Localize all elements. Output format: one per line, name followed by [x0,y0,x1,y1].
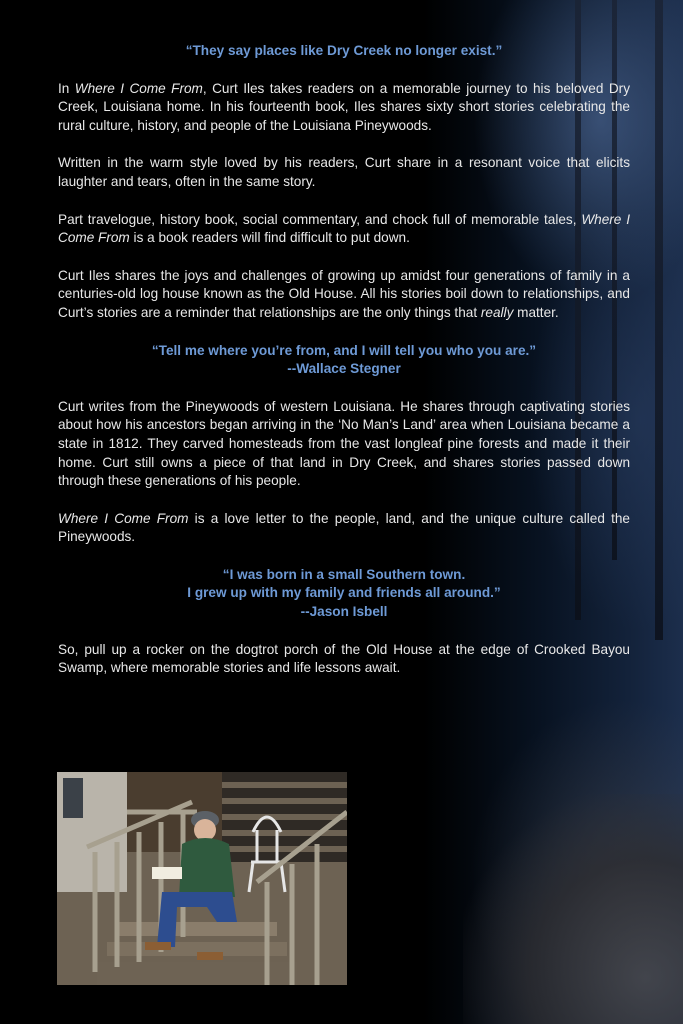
paragraph-closing: So, pull up a rocker on the dogtrot porch of the Old House at the edge of Crooked Bayou Swamp, where memorable stories and life lessons await. [58,641,630,676]
author-reading-illustration [57,772,347,985]
tree-trunk-decoration [655,0,663,640]
isbell-quote: “I was born in a small Southern town. I grew up with my family and friends all around.” --Jason Isbell [58,566,630,622]
paragraph-intro: In Where I Come From, Curt Iles takes readers on a memorable journey to his beloved Dry Creek, Louisiana home. In his fourteenth book, Iles shares sixty short stories celebrating the rural culture, history, and people of the Louisiana Pineywoods. [58,80,630,133]
paragraph-travelogue: Part travelogue, history book, social commentary, and chock full of memorable tales, Where I Come From is a book readers will find difficult to put down. [58,211,630,246]
opening-quote: “They say places like Dry Creek no longer exist.” [185,43,503,58]
book-title: Where I Come From [58,510,189,526]
paragraph-style: Written in the warm style loved by his readers, Curt share in a resonant voice that elicits laughter and tears, often in the same story. [58,155,630,189]
quote-author: --Wallace Stegner [287,361,401,377]
author-porch-photo [57,772,347,985]
paragraph-old-house: Curt Iles shares the joys and challenges of growing up amidst four generations of family in a centuries-old log house known as the Old House. All his stories boil down to relationships, and Curt’s stories are a reminder that relationships are the only things that really matter. [58,267,630,320]
quote-author: --Jason Isbell [300,604,388,620]
paragraph-pineywoods: Curt writes from the Pineywoods of western Louisiana. He shares through captivating stories about how his ancestors began arriving in the ‘No Man’s Land’ area when Louisiana became a state in 1812. They carved homesteads from the vast longleaf pine forests and made it their home. Curt still owns a piece of that land in Dry Creek, and shares stories passed down through these generations of his people. [58,398,630,489]
gravel-road-decoration [463,794,683,1024]
book-title: Where I Come From [74,80,203,96]
back-cover-blurb [58,42,630,678]
stegner-quote: “Tell me where you’re from, and I will tell you who you are.” --Wallace Stegner [58,342,630,379]
book-title: Where I Come From [58,211,630,246]
paragraph-love-letter: Where I Come From is a love letter to the people, land, and the unique culture called the Pineywoods. [58,510,630,545]
